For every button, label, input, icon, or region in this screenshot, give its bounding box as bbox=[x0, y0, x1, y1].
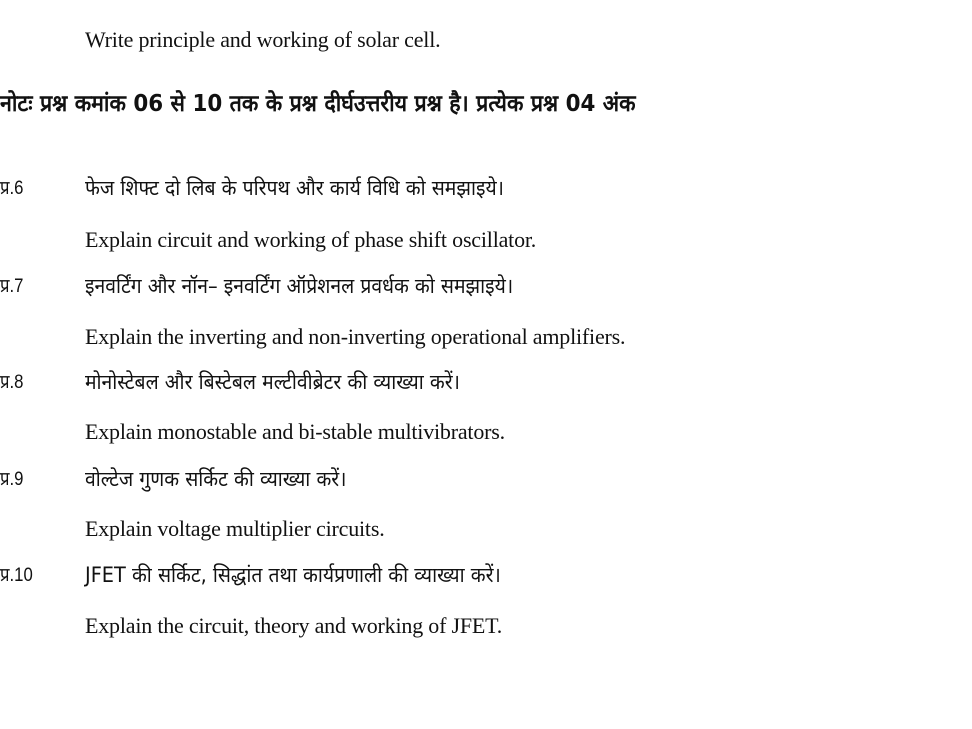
question-number: प्र.8 bbox=[0, 372, 24, 393]
question-hindi: मोनोस्टेबल और बिस्टेबल मल्टीवीब्रेटर की व्याख्या करें। bbox=[85, 370, 460, 394]
question-hindi: इनवर्टिंग और नॉन– इनवर्टिंग ऑप्रेशनल प्रवर्धक को समझाइये। bbox=[85, 274, 514, 298]
question-hindi: वोल्टेज गुणक सर्किट की व्याख्या करें। bbox=[85, 467, 347, 491]
question-english: Explain the circuit, theory and working of JFET. bbox=[85, 613, 503, 638]
question-english: Explain voltage multiplier circuits. bbox=[85, 516, 385, 541]
question-number: प्र.9 bbox=[0, 469, 24, 490]
question-hindi: फेज शिफ्ट दो लिब के परिपथ और कार्य विधि को समझाइये। bbox=[85, 176, 504, 200]
question-hindi: JFET की सर्किट, सिद्धांत तथा कार्यप्रणाली की व्याख्या करें। bbox=[85, 563, 501, 587]
section-note: नोटः प्रश्न कमांक 06 से 10 तक के प्रश्न दीर्घउत्तरीय प्रश्न है। प्रत्येक प्रश्न 04 अंक bbox=[0, 91, 636, 117]
question-number: प्र.7 bbox=[0, 276, 24, 297]
question-number: प्र.10 bbox=[0, 565, 33, 586]
previous-question-english: Write principle and working of solar cell. bbox=[85, 27, 441, 52]
question-english: Explain circuit and working of phase shift oscillator. bbox=[85, 227, 537, 252]
cut-off-previous-line bbox=[0, 0, 972, 6]
question-english: Explain monostable and bi-stable multivibrators. bbox=[85, 419, 505, 444]
question-number: प्र.6 bbox=[0, 178, 24, 199]
question-english: Explain the inverting and non-inverting operational amplifiers. bbox=[85, 324, 626, 349]
